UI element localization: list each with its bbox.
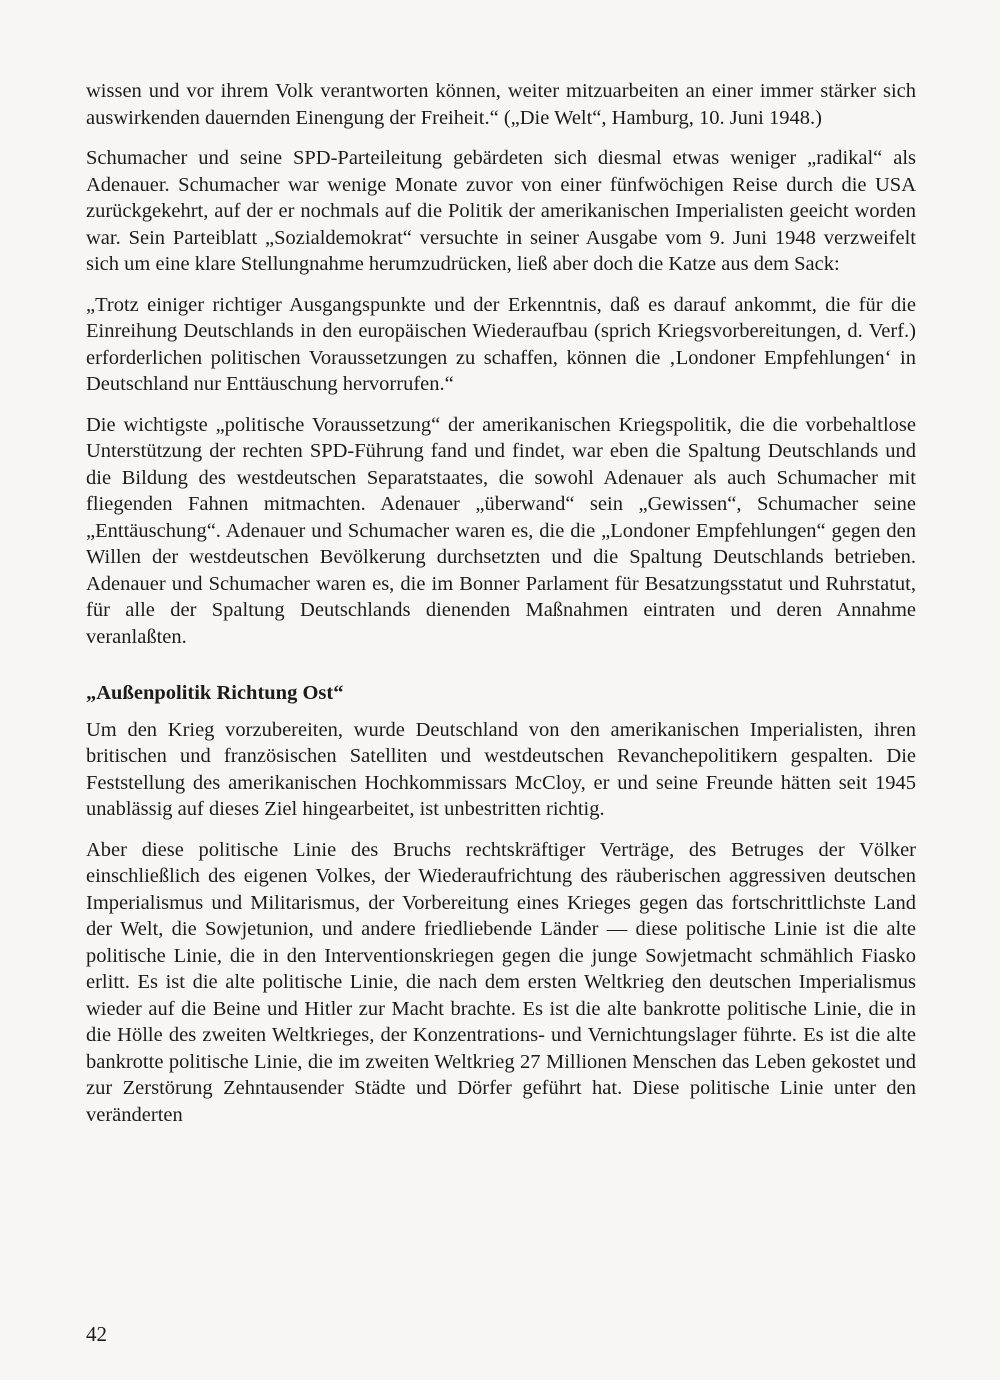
paragraph-5: Um den Krieg vorzubereiten, wurde Deutschland von den amerikanischen Imperialisten, ihren britischen und französischen Satelliten und westdeutschen Revanchepolitikern gespalten. Die Feststellung des amerikanischen Hochkommissars McCloy, er und seine Freunde hätten seit 1945 unablässig auf dieses Ziel hingearbeitet, ist unbestritten richtig. [86, 718, 916, 820]
body-text [86, 78, 916, 1142]
paragraph-6: Aber diese politische Linie des Bruchs rechtskräftiger Verträge, des Betruges der Völker einschließlich des eigenen Volkes, der Wiederaufrichtung des räuberischen aggressiven deutschen Imperialismus und Militarismus, der Vorbereitung eines Krieges gegen das fortschrittlichste Land der Welt, die Sowjetunion, und andere friedliebende Länder — diese politische Linie ist die alte politische Linie, die in den Interventionskriegen gegen die junge Sowjetmacht schmählich Fiasko erlitt. Es ist die alte politische Linie, die nach dem ersten Weltkrieg den deutschen Imperialismus wieder auf die Beine und Hitler zur Macht brachte. Es ist die alte bankrotte politische Linie, die in die Hölle des zweiten Weltkrieges, der Konzentrations- und Vernichtungslager führte. Es ist die alte bankrotte politische Linie, die im zweiten Weltkrieg 27 Millionen Menschen das Leben gekostet und zur Zerstörung Zehntausender Städte und Dörfer geführt hat. Diese politische Linie unter den veränderten [86, 838, 916, 1126]
section-heading: „Außenpolitik Richtung Ost“ [86, 682, 344, 704]
page-number: 42 [86, 1322, 107, 1346]
quote-paragraph: „Trotz einiger richtiger Ausgangspunkte und der Erkenntnis, daß es darauf ankommt, die für die Einreihung Deutschlands in den europäischen Wiederaufbau (sprich Kriegsvorbereitungen, d. Verf.) erforderlichen politischen Voraussetzungen zu schaffen, können die ‚Londoner Empfehlungen‘ in Deutschland nur Enttäuschung hervorrufen.“ [86, 293, 916, 395]
paragraph-4: Die wichtigste „politische Voraussetzung“ der amerikanischen Kriegspolitik, die die vorbehaltlose Unterstützung der rechten SPD-Führung fand und findet, war eben die Spaltung Deutschlands und die Bildung des westdeutschen Separatstaates, die sowohl Adenauer als auch Schumacher mit fliegenden Fahnen mitmachten. Adenauer „überwand“ sein „Gewissen“, Schumacher seine „Enttäuschung“. Adenauer und Schumacher waren es, die die „Londoner Empfehlungen“ gegen den Willen der westdeutschen Bevölkerung durchsetzten und die Spaltung Deutschlands betrieben. Adenauer und Schumacher waren es, die im Bonner Parlament für Besatzungsstatut und Ruhrstatut, für alle der Spaltung Deutschlands dienenden Maßnahmen eintraten und deren Annahme veranlaßten. [86, 413, 916, 648]
paragraph-2: Schumacher und seine SPD-Parteileitung gebärdeten sich diesmal etwas weniger „radikal“ als Adenauer. Schumacher war wenige Monate zuvor von einer fünfwöchigen Reise durch die USA zurückgekehrt, auf der er nochmals auf die Politik der amerikanischen Imperialisten geeicht worden war. Sein Parteiblatt „Sozialdemokrat“ versuchte in seiner Ausgabe vom 9. Juni 1948 verzweifelt sich um eine klare Stellungnahme herumzudrücken, ließ aber doch die Katze aus dem Sack: [86, 147, 916, 275]
paragraph-1: wissen und vor ihrem Volk verantworten können, weiter mitzuarbeiten an einer immer stärker sich auswirkenden dauernden Einengung der Freiheit.“ („Die Welt“, Hamburg, 10. Juni 1948.) [86, 80, 916, 129]
